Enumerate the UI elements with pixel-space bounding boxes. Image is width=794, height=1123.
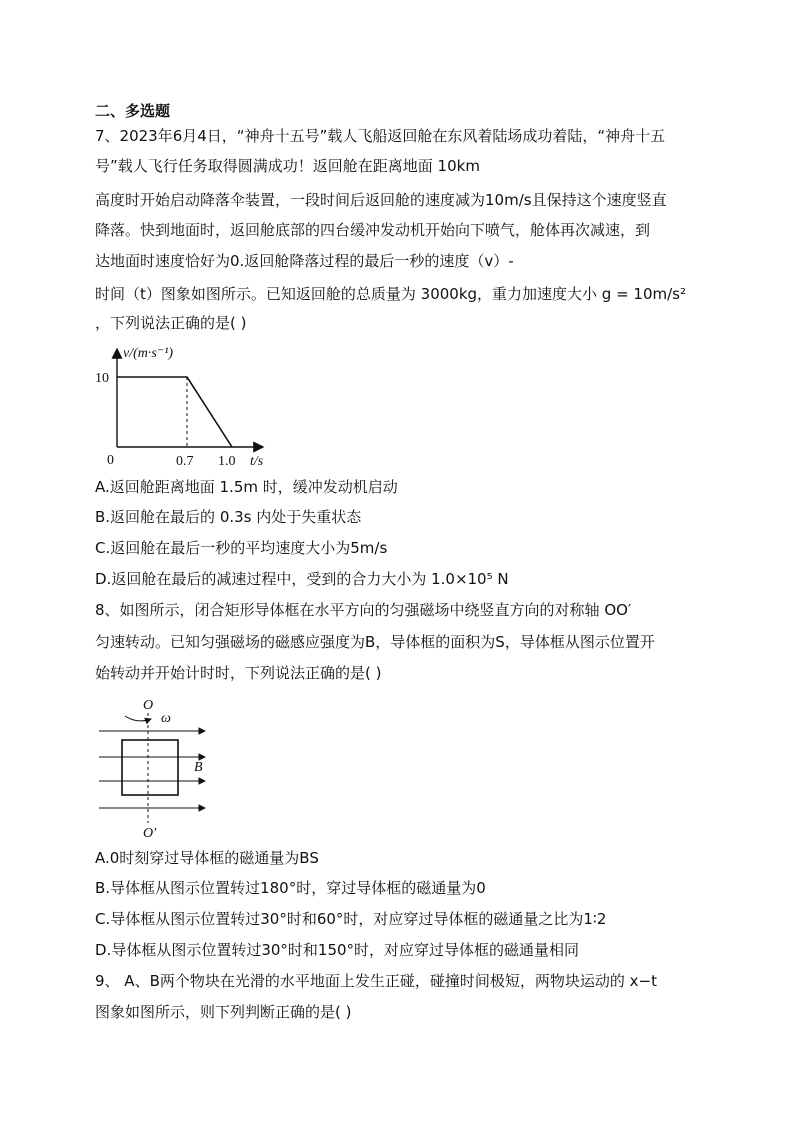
q8-field-label: B bbox=[194, 760, 203, 775]
q7-graph-x-label: t/s bbox=[250, 454, 264, 469]
q8-line-3: 始转动并开始计时时，下列说法正确的是( ) bbox=[95, 664, 382, 682]
q8-option-a: A.0时刻穿过导体框的磁通量为BS bbox=[95, 849, 319, 867]
q7-graph-x-tick-1: 0.7 bbox=[176, 454, 194, 469]
q8-rotation-arrow bbox=[125, 716, 151, 721]
q9-line-1: 9、 A、B两个物块在光滑的水平地面上发生正碰，碰撞时间极短，两物块运动的 x−t bbox=[95, 972, 657, 990]
q8-option-c: C.导体框从图示位置转过30°时和60°时，对应穿过导体框的磁通量之比为1∶2 bbox=[95, 910, 607, 928]
q8-axis-top-label: O bbox=[143, 698, 154, 713]
q9-line-2: 图象如图所示，则下列判断正确的是( ) bbox=[95, 1003, 352, 1021]
q8-axis-bottom-label: O′ bbox=[143, 826, 157, 840]
q8-line-1: 8、如图所示，闭合矩形导体框在水平方向的匀强磁场中绕竖直方向的对称轴 OO′ bbox=[95, 601, 632, 619]
q8-frame-figure bbox=[95, 695, 225, 840]
q8-omega-label: ω bbox=[161, 711, 171, 726]
q7-graph-y-tick: 10 bbox=[95, 371, 109, 386]
q8-option-b: B.导体框从图示位置转过180°时，穿过导体框的磁通量为0 bbox=[95, 879, 486, 897]
q7-option-d: D.返回舱在最后的减速过程中，受到的合力大小为 1.0×10⁵ N bbox=[95, 570, 509, 588]
q7-graph-velocity-line bbox=[117, 377, 232, 447]
q7-line-5: 达地面时速度恰好为0.返回舱降落过程的最后一秒的速度（v）- bbox=[95, 252, 514, 270]
q7-option-c: C.返回舱在最后一秒的平均速度大小为5m/s bbox=[95, 539, 388, 557]
q7-vt-graph bbox=[95, 343, 295, 473]
q7-graph-x-tick-2: 1.0 bbox=[218, 454, 236, 469]
q7-line-6: 时间（t）图象如图所示。已知返回舱的总质量为 3000kg，重力加速度大小 g = 10m/s² bbox=[95, 285, 687, 303]
q8-line-2: 匀速转动。已知匀强磁场的磁感应强度为B，导体框的面积为S，导体框从图示位置开 bbox=[95, 633, 655, 651]
q7-line-7: ，下列说法正确的是( ) bbox=[95, 314, 247, 332]
q8-option-d: D.导体框从图示位置转过30°时和150°时，对应穿过导体框的磁通量相同 bbox=[95, 941, 580, 959]
q7-option-b: B.返回舱在最后的 0.3s 内处于失重状态 bbox=[95, 508, 362, 526]
section-title: 二、多选题 bbox=[95, 102, 171, 120]
q7-line-3: 高度时开始启动降落伞装置，一段时间后返回舱的速度减为10m/s且保持这个速度竖直 bbox=[95, 191, 667, 209]
q7-line-4: 降落。快到地面时，返回舱底部的四台缓冲发动机开始向下喷气，舱体再次减速，到 bbox=[95, 221, 651, 239]
q8-conductor-frame bbox=[122, 740, 178, 795]
q7-line-1: 7、2023年6月4日，“神舟十五号”载人飞船返回舱在东风着陆场成功着陆，“神舟十五 bbox=[95, 127, 666, 145]
q7-graph-y-label: v/(m·s⁻¹) bbox=[123, 346, 174, 361]
q7-line-2: 号”载人飞行任务取得圆满成功！返回舱在距离地面 10km bbox=[95, 157, 480, 175]
q7-option-a: A.返回舱距离地面 1.5m 时，缓冲发动机启动 bbox=[95, 478, 398, 496]
q7-graph-origin: 0 bbox=[107, 453, 114, 468]
